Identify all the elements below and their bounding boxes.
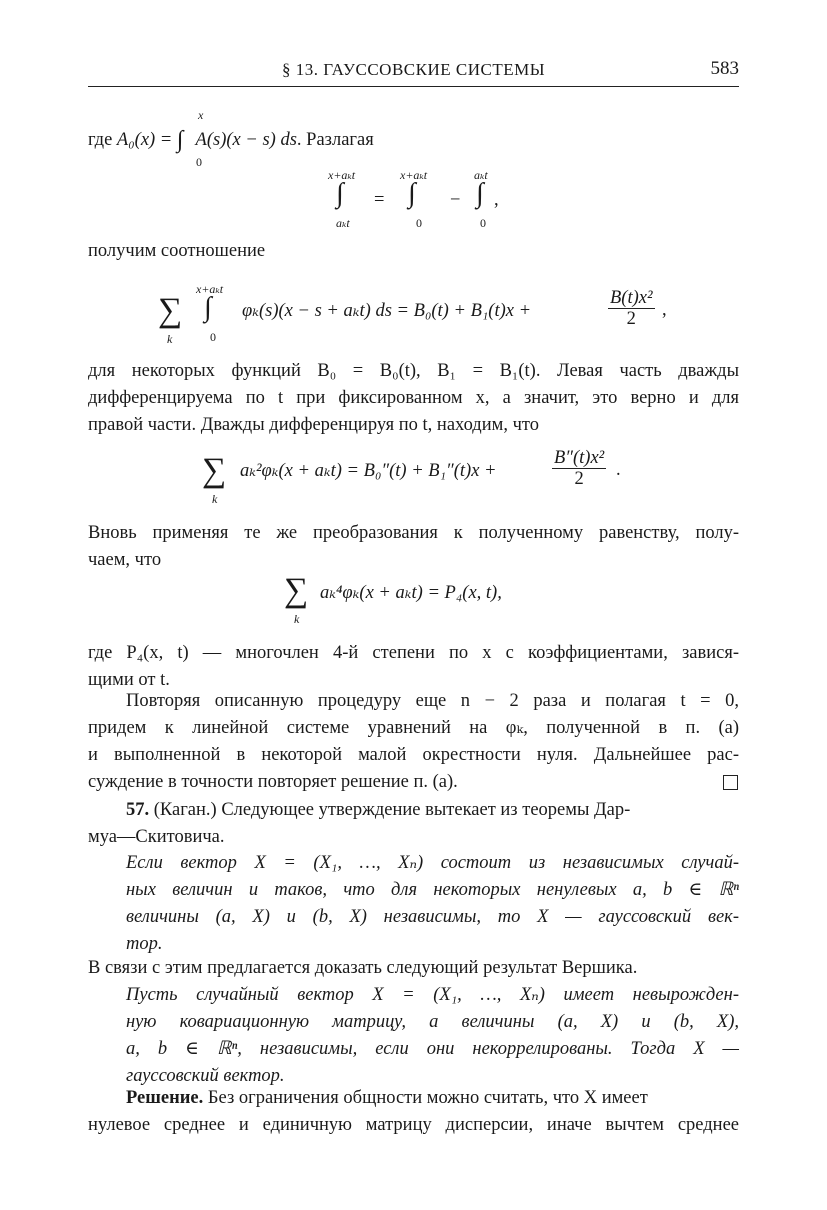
formula-a0-body: A(s)(x − s) ds [195,130,297,150]
solution-text-2: нулевое среднее и единичную матрицу дисперсии, иначе вычтем среднее [88,1115,739,1135]
theorem-line-4: тор. [126,934,163,954]
sum-symbol-3: ∑ [284,572,309,609]
text-para4-1: Повторяя описанную процедуру еще n − 2 раза и полагая t = 0, [126,691,739,711]
theorem-line-1: Если вектор X = (X₁, …, Xₙ) состоит из независимых случай- [126,853,739,873]
eq1-frac-num: B(t)x² [610,288,653,308]
text-para4-4: суждение в точности повторяет решение п. (а). [88,772,458,792]
sum-sub-2: k [212,492,218,506]
page-number: 583 [710,58,739,79]
eq1-int-lower: 0 [210,330,216,344]
split-minus: − [450,190,461,210]
split-integral-2: ∫ [408,178,416,209]
eq1-frac-den: 2 [626,309,636,329]
formula-a0-def: A₀(x) = [116,130,173,150]
split-lower-3: 0 [480,216,486,230]
split-upper-3: aₖt [474,168,488,182]
eq2-frac-num: B″(t)x² [554,448,605,468]
task-line-4: гауссовский вектор. [126,1066,285,1086]
text-expanding: . Разлагая [296,130,374,150]
solution-label: Решение. [126,1088,204,1108]
text-where: где [88,130,113,150]
running-head [88,60,739,87]
split-upper-1: x+aₖt [328,168,356,182]
problem-text-1: (Каган.) Следующее утверждение вытекает из теоремы Дар- [153,800,631,820]
text-we-get: получим соотношение [88,241,266,261]
problem-heading [126,797,739,824]
problem-text-2: муа—Скитовича. [88,827,225,847]
text-para1-1: для некоторых функций B₀ = B₀(t), B₁ = B₁(t). Левая часть дважды [88,361,739,381]
qed-square-icon [723,775,738,790]
text-para2-2: чаем, что [88,550,162,570]
eq1-int-upper: x+aₖt [196,282,224,296]
eq2-end: . [616,460,621,480]
text-para4-2: придем к линейной системе уравнений на φₖ, полученной в п. (а) [88,718,739,738]
eq1-body: φₖ(s)(x − s + aₖt) ds = B₀(t) + B₁(t)x + [242,301,532,321]
eq1-integral: ∫ [204,292,212,323]
text-para3-1: где P₄(x, t) — многочлен 4-й степени по x с коэффициентами, завися- [88,643,739,663]
theorem-line-3: величины (a, X) и (b, X) независимы, то X — гауссовский век- [126,907,739,927]
sum-symbol-1: ∑ [158,292,183,329]
split-upper-2: x+aₖt [400,168,428,182]
text-para4-3: и выполненной в некоторой малой окрестности нуля. Дальнейшее рас- [88,745,739,765]
a0-lower-limit: 0 [196,155,202,169]
text-para3-2: щими от t. [88,670,170,690]
text-line-a0 [88,125,739,154]
theorem-line-2: ных величин и таков, что для некоторых ненулевых a, b ∈ ℝⁿ [126,880,739,900]
eq1-end: , [662,300,667,320]
split-lower-2: 0 [416,216,422,230]
section-title: § 13. ГАУССОВСКИЕ СИСТЕМЫ [281,60,546,79]
eq3-body: aₖ⁴φₖ(x + aₖt) = P₄(x, t), [320,583,502,603]
task-line-1: Пусть случайный вектор X = (X₁, …, Xₙ) имеет невырожден- [126,985,739,1005]
text-para1-2: дифференцируема по t при фиксированном x, а значит, это верно и для [88,388,739,408]
solution-text-1: Без ограничения общности можно считать, что X имеет [207,1088,648,1108]
integral-a0: ∫ [176,127,184,153]
eq2-fraction [550,448,608,489]
eq2-body: aₖ²φₖ(x + aₖt) = B₀″(t) + B₁″(t)x + [240,461,497,481]
task-line-3: a, b ∈ ℝⁿ, независимы, если они некоррелированы. Тогда X — [126,1039,739,1059]
sum-symbol-2: ∑ [202,452,227,489]
sum-sub-1: k [167,332,173,346]
text-connect: В связи с этим предлагается доказать следующий результат Вершика. [88,958,638,978]
sum-sub-3: k [294,612,300,626]
split-comma: , [494,190,499,210]
eq1-fraction [606,288,657,329]
text-para2-1: Вновь применяя те же преобразования к полученному равенству, полу- [88,523,739,543]
split-integral-1: ∫ [336,178,344,209]
split-lower-1: aₖt [336,216,350,230]
a0-upper-limit: x [198,108,204,122]
problem-number: 57. [126,800,150,820]
split-equals: = [374,190,385,210]
eq2-frac-den: 2 [574,469,584,489]
text-para1-3: правой части. Дважды дифференцируя по t, находим, что [88,415,539,435]
task-line-2: ную ковариационную матрицу, а величины (a, X) и (b, X), [126,1012,739,1032]
solution-heading [126,1085,739,1112]
split-integral-3: ∫ [476,178,484,209]
